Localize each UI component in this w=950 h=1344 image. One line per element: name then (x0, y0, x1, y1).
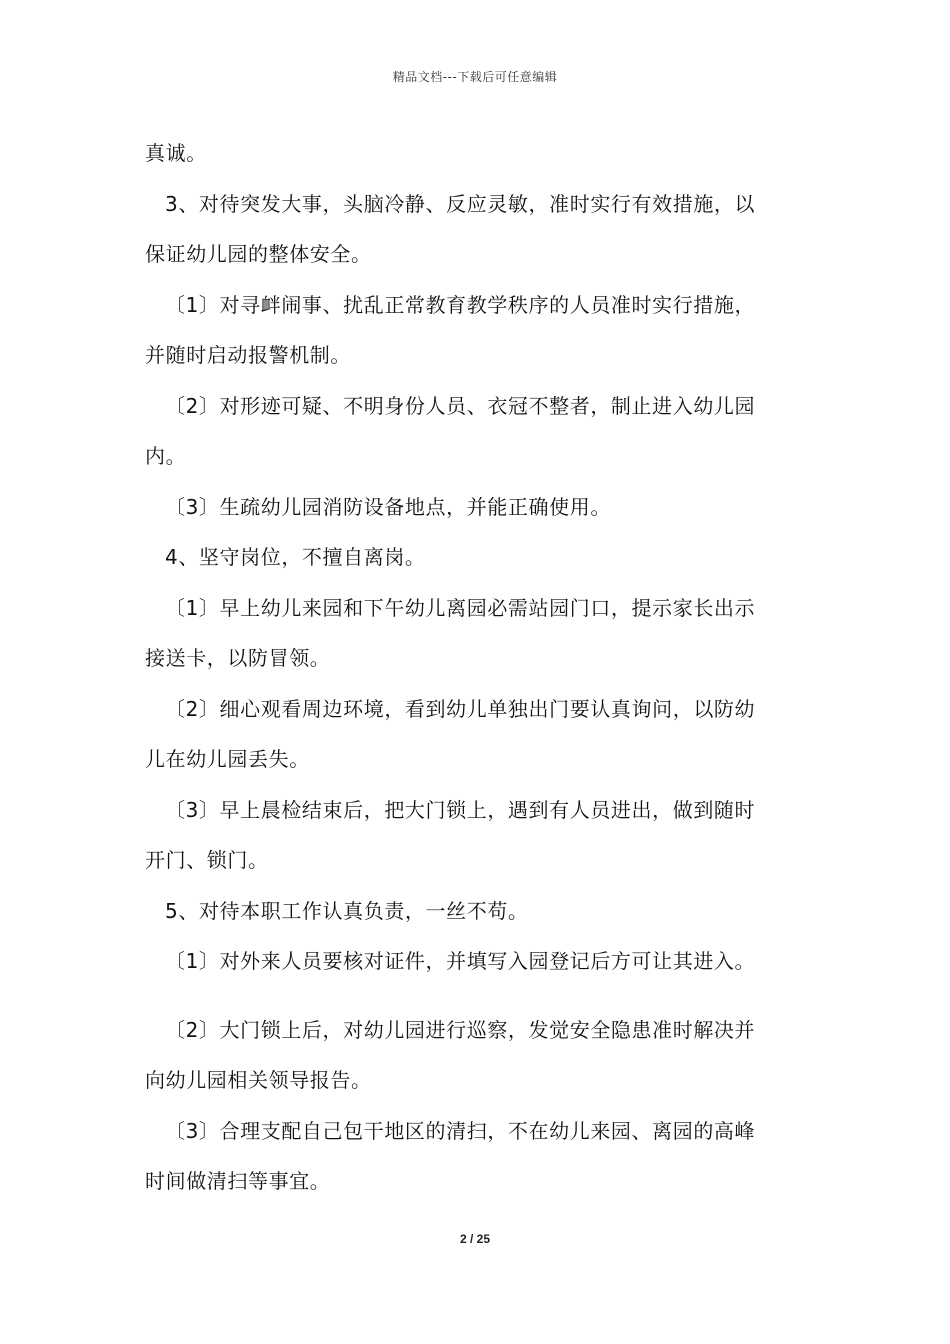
paragraph-line: 向幼儿园相关领导报告。 (145, 1068, 372, 1092)
paragraph-line: 接送卡，以防冒领。 (145, 646, 331, 670)
paragraph-line: 内。 (145, 444, 187, 468)
paragraph-line: 真诚。 (145, 141, 207, 165)
paragraph-line: 时间做清扫等事宜。 (145, 1169, 331, 1193)
paragraph-line: 〔3〕合理支配自己包干地区的清扫，不在幼儿来园、离园的高峰 (165, 1118, 756, 1143)
paragraph-line: 3、对待突发大事，头脑冷静、反应灵敏，准时实行有效措施，以 (165, 191, 756, 216)
paragraph-line: 〔1〕对外来人员要核对证件，并填写入园登记后方可让其进入。 (165, 949, 756, 973)
paragraph-line: 〔1〕早上幼儿来园和下午幼儿离园必需站园门口，提示家长出示 (165, 595, 756, 620)
paragraph-line: 保证幼儿园的整体安全。 (145, 242, 372, 266)
paragraph-line: 〔1〕对寻衅闹事、扰乱正常教育教学秩序的人员准时实行措施， (165, 292, 756, 317)
paragraph-line: 〔3〕生疏幼儿园消防设备地点，并能正确使用。 (165, 494, 611, 519)
paragraph-line: 〔2〕细心观看周边环境，看到幼儿单独出门要认真询问，以防幼 (165, 696, 756, 721)
paragraph-line: 4、坚守岗位，不擅自离岗。 (165, 545, 426, 569)
paragraph-line: 〔2〕大门锁上后，对幼儿园进行巡察，发觉安全隐患准时解决并 (165, 1017, 756, 1042)
paragraph-line: 儿在幼儿园丢失。 (145, 747, 310, 771)
paragraph-line: 并随时启动报警机制。 (145, 343, 351, 367)
document-body (145, 128, 810, 1207)
paragraph-spacer (145, 987, 810, 1005)
paragraph-line: 5、对待本职工作认真负责，一丝不苟。 (165, 898, 529, 923)
paragraph-line: 开门、锁门。 (145, 848, 269, 872)
page-number: 2 / 25 (459, 1232, 491, 1246)
paragraph-line: 〔2〕对形迹可疑、不明身份人员、衣冠不整者，制止进入幼儿园 (165, 393, 756, 418)
page-header: 精品文档---下载后可任意编辑 (392, 70, 558, 84)
paragraph-line: 〔3〕早上晨检结束后，把大门锁上，遇到有人员进出，做到随时 (165, 797, 756, 822)
